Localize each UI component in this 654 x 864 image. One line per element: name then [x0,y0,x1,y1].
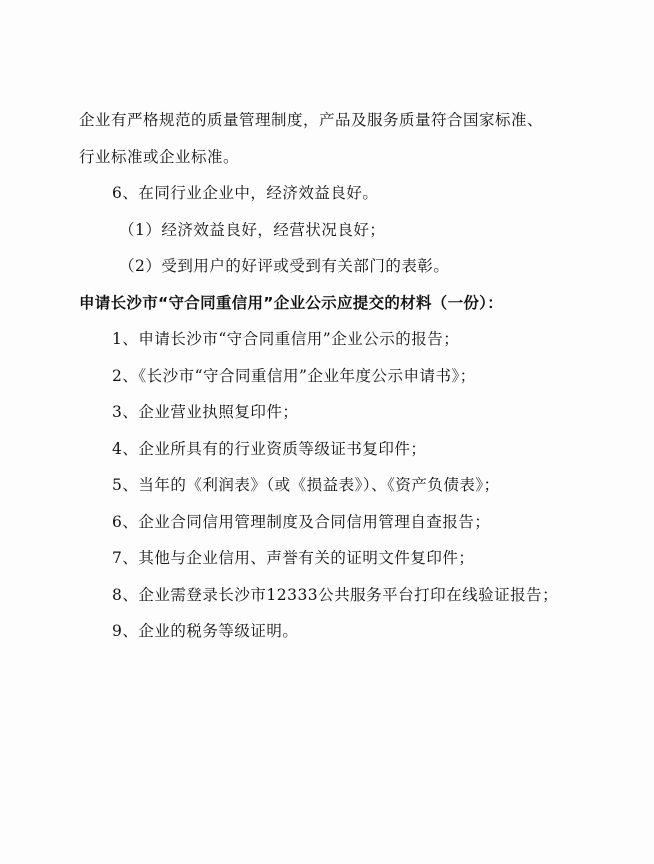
material-item-8: 8、企业需登录长沙市12333公共服务平台打印在线验证报告； [112,585,559,604]
paragraph-line: 行业标准或企业标准。 [79,147,240,166]
material-item-6: 6、企业合同信用管理制度及合同信用管理自查报告； [112,512,491,531]
material-item-4: 4、企业所具有的行业资质等级证书复印件； [112,439,427,458]
paragraph-line: 企业有严格规范的质量管理制度，产品及服务质量符合国家标准、 [79,111,544,129]
material-item-7: 7、其他与企业信用、声誉有关的证明文件复印件； [112,549,475,567]
material-item-5: 5、当年的《利润表》（或《损益表》）、《资产负债表》； [112,476,500,494]
document-body [79,102,599,650]
criterion-item-6: 6、在同行业企业中，经济效益良好。 [112,184,379,202]
materials-heading: 申请长沙市“守合同重信用”企业公示应提交的材料（一份）： [79,293,504,312]
sub-item-1: （1）经济效益良好，经营状况良好； [119,220,386,239]
material-item-3: 3、企业营业执照复印件； [112,403,299,421]
material-item-1: 1、申请长沙市“守合同重信用”企业公示的报告； [112,330,460,348]
material-item-9: 9、企业的税务等级证明。 [112,622,299,640]
material-item-2: 2、《长沙市“守合同重信用”企业年度公示申请书》； [112,366,476,385]
sub-item-2: （2）受到用户的好评或受到有关部门的表彰。 [119,257,450,275]
